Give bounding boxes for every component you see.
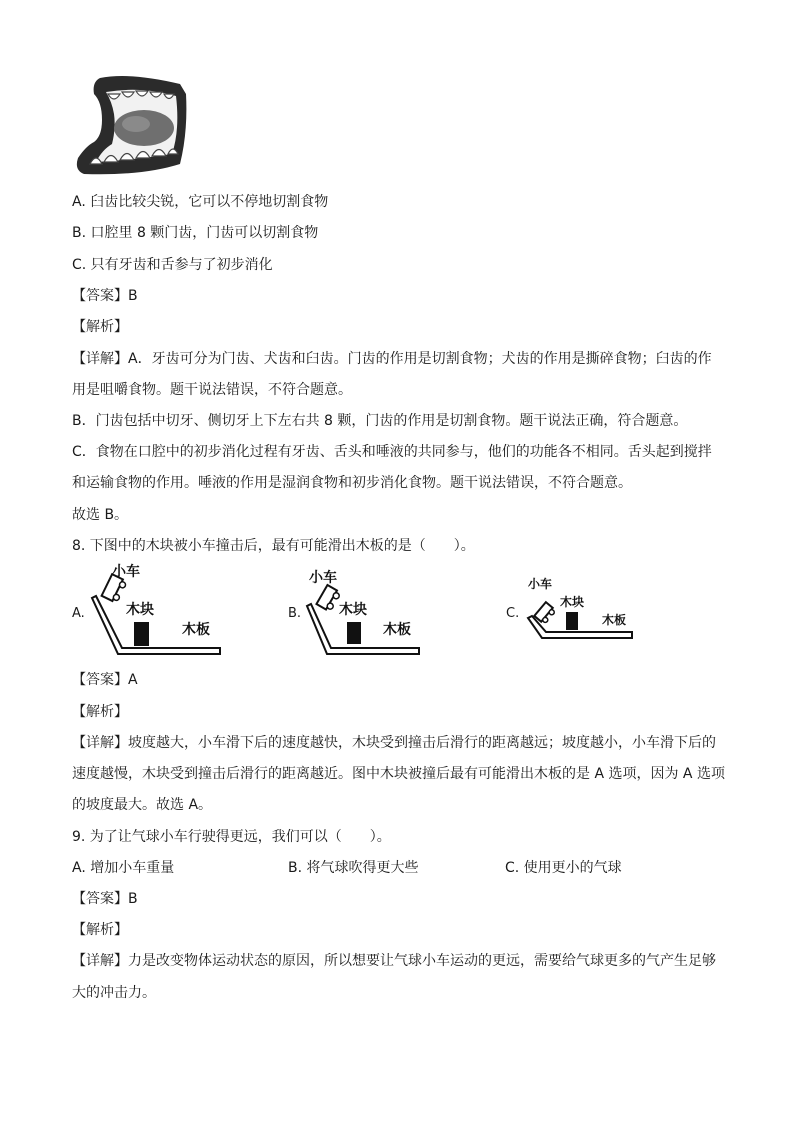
q7-detail-line: 和运输食物的作用。唾液的作用是湿润食物和初步消化食物。题干说法错误，不符合题意。 (72, 475, 632, 491)
q7-detail-line: 【详解】A．牙齿可分为门齿、犬齿和臼齿。门齿的作用是切割食物；犬齿的作用是撕碎食物；臼齿的作 (72, 351, 712, 367)
q7-option-b: B. 口腔里 8 颗门齿，门齿可以切割食物 (72, 225, 319, 241)
q8-detail-line: 【详解】坡度越大，小车滑下后的速度越快，木块受到撞击后滑行的距离越远；坡度越小，小车滑下后的 (72, 735, 716, 751)
q7-detail-line: C．食物在口腔中的初步消化过程有牙齿、舌头和唾液的共同参与，他们的功能各不相同。舌头起到搅拌 (72, 444, 712, 460)
q8-figure-b-board-label: 木板 (383, 622, 411, 638)
q8-figure-b-car-label: 小车 (309, 570, 337, 586)
q8-figure-a-board-label: 木板 (182, 622, 210, 638)
q9-detail-line: 大的冲击力。 (72, 985, 156, 1001)
q9-detail-line: 【详解】力是改变物体运动状态的原因，所以想要让气球小车运动的更远，需要给气球更多的气产生足够 (72, 953, 716, 969)
q8-figure-b-block-label: 木块 (339, 602, 367, 618)
q8-figure-a-option-label: A. (72, 606, 85, 621)
q7-conclusion: 故选 B。 (72, 507, 129, 523)
q9-stem: 9. 为了让气球小车行驶得更远，我们可以（ ）。 (72, 829, 391, 845)
q8-figure-b-ramp-diagram (303, 568, 423, 664)
q7-answer: 【答案】B (72, 288, 138, 304)
q8-figure-b-option-label: B. (288, 606, 302, 621)
q9-option-c: C. 使用更小的气球 (505, 860, 622, 876)
q8-figure-a-ramp-diagram (90, 562, 225, 662)
q9-answer: 【答案】B (72, 891, 138, 907)
q8-figure-a-car-label: 小车 (112, 564, 140, 580)
q8-figure-c-ramp-diagram (524, 574, 636, 650)
q8-figure-c-option-label: C. (506, 606, 520, 621)
q7-detail-line: 用是咀嚼食物。题干说法错误，不符合题意。 (72, 382, 352, 398)
q7-option-c: C. 只有牙齿和舌参与了初步消化 (72, 257, 273, 273)
q8-figure-c-car-label: 小车 (528, 577, 553, 591)
q8-analysis-heading: 【解析】 (72, 704, 128, 720)
q7-analysis-heading: 【解析】 (72, 319, 128, 335)
q8-stem: 8. 下图中的木块被小车撞击后，最有可能滑出木板的是（ ）。 (72, 538, 475, 554)
q8-answer: 【答案】A (72, 672, 138, 688)
q8-figure-c-board-label: 木板 (602, 613, 627, 627)
q7-detail-line: B．门齿包括中切牙、侧切牙上下左右共 8 颗，门齿的作用是切割食物。题干说法正确，符合题意。 (72, 413, 688, 429)
q7-option-a: A. 臼齿比较尖锐，它可以不停地切割食物 (72, 194, 329, 210)
q9-option-b: B. 将气球吹得更大些 (288, 860, 419, 876)
q8-detail-line: 速度越慢，木块受到撞击后滑行的距离越近。图中木块被撞后最有可能滑出木板的是 A 选项，因为 A 选项 (72, 766, 725, 782)
q8-detail-line: 的坡度最大。故选 A。 (72, 797, 213, 813)
mouth-teeth-illustration (72, 72, 192, 184)
q8-figure-a-block-label: 木块 (126, 602, 154, 618)
q9-options (72, 859, 722, 877)
q8-figure-c-block-label: 木块 (560, 595, 585, 609)
q9-analysis-heading: 【解析】 (72, 922, 128, 938)
q9-option-a: A. 增加小车重量 (72, 860, 175, 876)
